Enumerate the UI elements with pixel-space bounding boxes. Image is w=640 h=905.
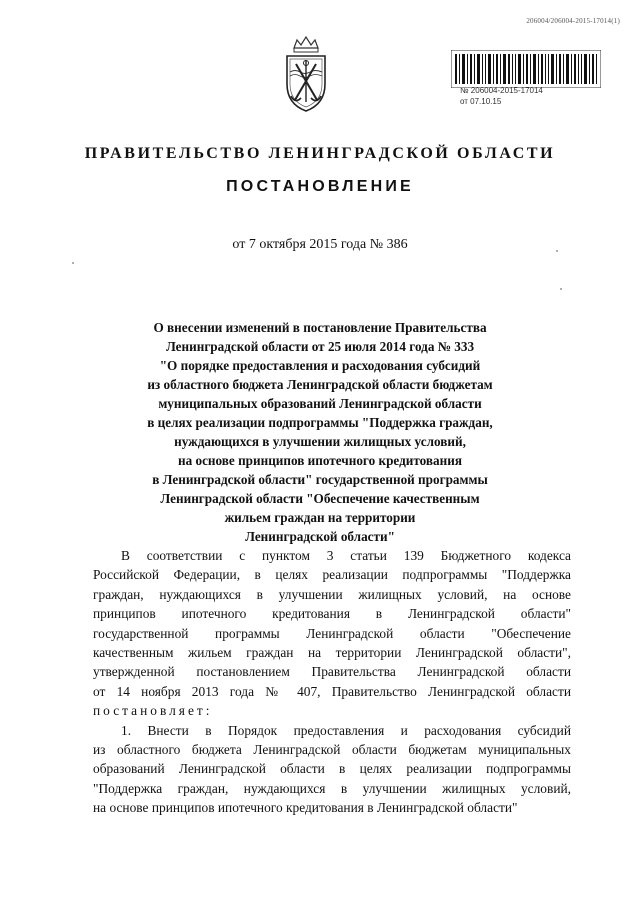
subject-line: нуждающихся в улучшении жилищных условий, <box>174 434 466 449</box>
subject-line: жильем граждан на территории <box>224 510 416 525</box>
scan-speck <box>560 288 562 290</box>
body-line: из областного бюджета Ленинградской области бюджетам муниципальных <box>93 742 571 758</box>
document-date-number: от 7 октября 2015 года № 386 <box>232 237 408 252</box>
document-body <box>93 546 571 818</box>
coat-of-arms-icon <box>281 34 331 114</box>
body-line: принципов ипотечного кредитования в Ленинградской области" <box>93 606 571 622</box>
subject-line: Ленинградской области от 25 июля 2014 года № 333 <box>165 339 475 354</box>
subject-line: Ленинградской области" <box>245 529 395 544</box>
body-line: "Поддержка граждан, нуждающихся в улучшении жилищных условий, <box>93 780 571 796</box>
document-subject <box>120 318 520 546</box>
subject-line: в целях реализации подпрограммы "Поддержка граждан, <box>147 415 493 430</box>
body-line: государственной программы Ленинградской области "Обеспечение <box>93 625 571 641</box>
body-line: утвержденной постановлением Правительства Ленинградской области <box>93 664 571 680</box>
body-line: на основе принципов ипотечного кредитования в Ленинградской области" <box>93 800 518 816</box>
body-line: от 14 ноября 2013 года № 407, Правительство Ленинградской области <box>93 683 571 699</box>
body-line: В соответствии с пунктом 3 статьи 139 Бюджетного кодекса <box>121 548 571 563</box>
body-line: качественным жильем граждан на территории Ленинградской области", <box>93 645 571 661</box>
government-title: ПРАВИТЕЛЬСТВО ЛЕНИНГРАДСКОЙ ОБЛАСТИ <box>84 145 556 162</box>
subject-line: Ленинградской области "Обеспечение качественным <box>160 491 480 506</box>
scan-speck <box>556 250 558 252</box>
subject-line: на основе принципов ипотечного кредитования <box>178 453 462 468</box>
subject-line: "О порядке предоставления и расходования субсидий <box>159 358 481 373</box>
registration-date: от 07.10.15 <box>460 97 502 106</box>
body-line: постановляет: <box>93 703 213 719</box>
scan-speck <box>72 262 74 264</box>
subject-line: из областного бюджета Ленинградской области бюджетам <box>147 377 493 392</box>
document-type: ПОСТАНОВЛЕНИЕ <box>226 178 414 195</box>
subject-line: в Ленинградской области" государственной программы <box>152 472 488 487</box>
body-line: 1. Внести в Порядок предоставления и расходования субсидий <box>121 722 571 738</box>
registration-number: № 206004-2015-17014 <box>460 86 543 95</box>
barcode-icon <box>451 50 601 88</box>
registration-code: 206004/206004-2015-17014(1) <box>526 17 620 25</box>
body-line: Российской Федерации, в целях реализации подпрограммы "Поддержка <box>93 567 571 583</box>
subject-line: О внесении изменений в постановление Правительства <box>153 320 487 335</box>
subject-line: муниципальных образований Ленинградской области <box>158 396 482 411</box>
body-line: образований Ленинградской области в целях реализации подпрограммы <box>93 761 571 777</box>
body-line: граждан, нуждающихся в улучшении жилищных условий, на основе <box>93 586 571 602</box>
